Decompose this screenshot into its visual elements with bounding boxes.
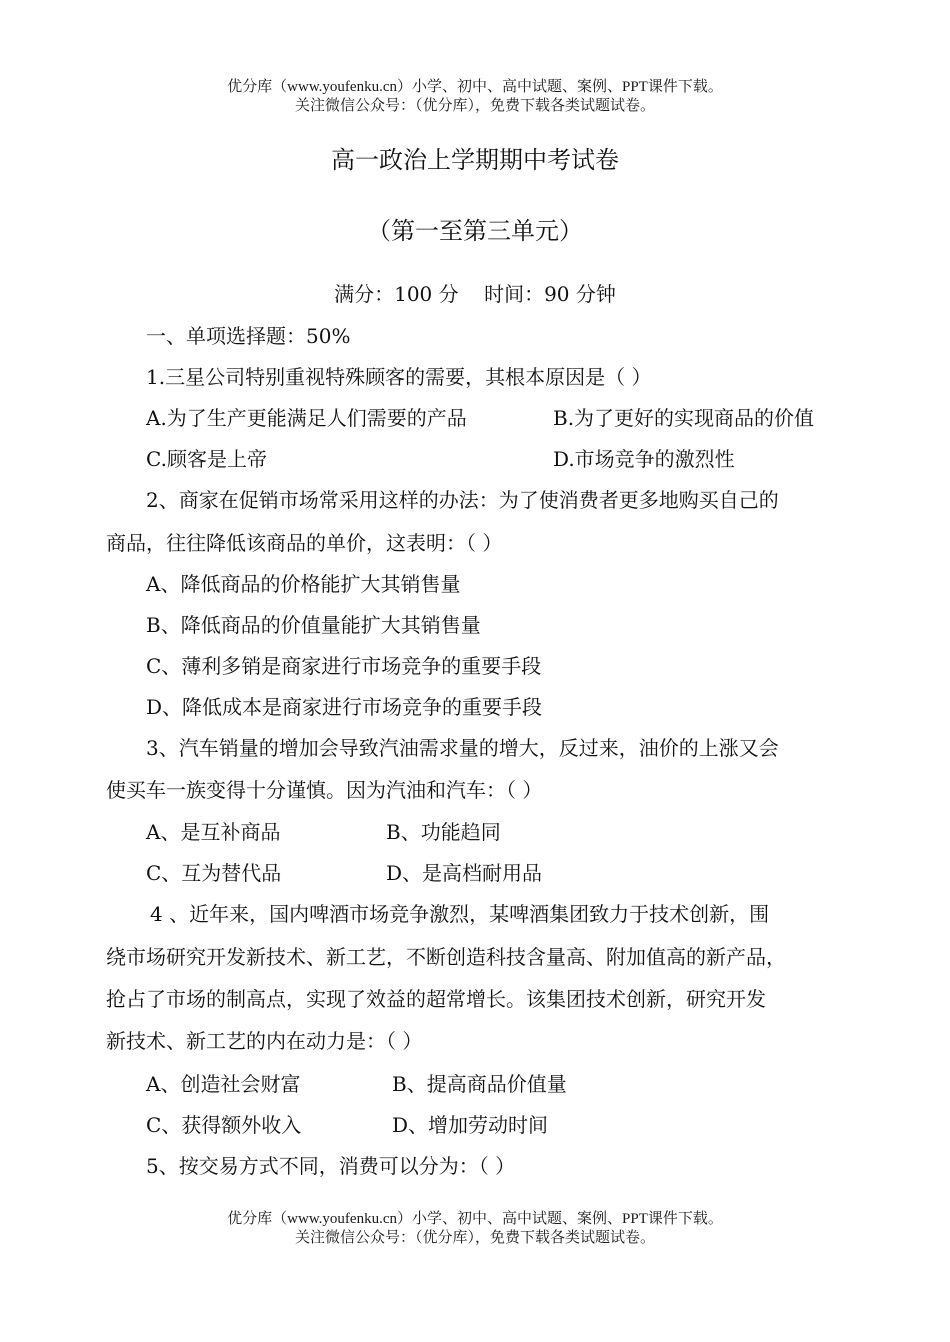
- question-3-option-a: A、是互补商品: [146, 820, 281, 844]
- question-4-option-d: D、增加劳动时间: [392, 1113, 549, 1137]
- question-4-options-row-1: [146, 1070, 906, 1098]
- question-4-options-row-2: [146, 1111, 906, 1139]
- question-3-options-row-2: [146, 859, 906, 887]
- question-3-option-d: D、是高档耐用品: [386, 861, 543, 885]
- question-1-stem: 1.三星公司特别重视特殊顾客的需要，其根本原因是（ ）: [146, 365, 652, 389]
- question-1-option-d: D.市场竞争的激烈性: [553, 447, 735, 471]
- exam-subtitle: （第一至第三单元）: [367, 217, 583, 245]
- question-4-option-c: C、获得额外收入: [146, 1113, 302, 1137]
- question-1-option-a: A.为了生产更能满足人们需要的产品: [146, 406, 467, 430]
- question-2-stem-line-1: 2、商家在促销市场常采用这样的办法：为了使消费者更多地购买自己的: [146, 488, 779, 512]
- question-1-options-row-1: [146, 404, 906, 432]
- exam-title: 高一政治上学期期中考试卷: [331, 146, 619, 174]
- exam-meta: 满分：100 分 时间：90 分钟: [334, 282, 616, 306]
- header-line-2: 关注微信公众号：（优分库），免费下载各类试题试卷。: [294, 98, 655, 114]
- question-2-option-d: D、降低成本是商家进行市场竞争的重要手段: [146, 695, 543, 719]
- question-4-stem-line-1: 4 、近年来，国内啤酒市场竞争激烈，某啤酒集团致力于技术创新，围: [150, 902, 770, 926]
- question-3-stem-line-1: 3、汽车销量的增加会导致汽油需求量的增大，反过来，油价的上涨又会: [146, 736, 779, 760]
- question-2-option-b: B、降低商品的价值量能扩大其销售量: [146, 613, 481, 637]
- question-4-stem-line-4: 新技术、新工艺的内在动力是：（ ）: [106, 1029, 423, 1053]
- question-5-stem: 5、按交易方式不同，消费可以分为：（ ）: [146, 1154, 516, 1178]
- question-3-option-c: C、互为替代品: [146, 861, 282, 885]
- question-4-stem-line-2: 绕市场研究开发新技术、新工艺，不断创造科技含量高、附加值高的新产品，: [106, 945, 786, 969]
- question-4-option-a: A、创造社会财富: [146, 1072, 301, 1096]
- question-2-option-a: A、降低商品的价格能扩大其销售量: [146, 572, 461, 596]
- section-heading: 一、单项选择题：50%: [146, 324, 351, 348]
- question-3-stem-line-2: 使买车一族变得十分谨慎。因为汽油和汽车：（ ）: [106, 778, 543, 802]
- footer-line-1: 优分库（www.youfenku.cn）小学、初中、高中试题、案例、PPT课件下载。: [227, 1211, 723, 1227]
- question-1-options-row-2: [146, 445, 906, 473]
- footer-line-2: 关注微信公众号：（优分库），免费下载各类试题试卷。: [294, 1230, 655, 1246]
- question-1-option-c: C.顾客是上帝: [146, 447, 267, 471]
- question-3-option-b: B、功能趋同: [386, 820, 501, 844]
- question-4-option-b: B、提高商品价值量: [392, 1072, 567, 1096]
- question-2-option-c: C、薄利多销是商家进行市场竞争的重要手段: [146, 654, 542, 678]
- question-3-options-row-1: [146, 818, 906, 846]
- question-1-option-b: B.为了更好的实现商品的价值: [553, 406, 815, 430]
- question-4-stem-line-3: 抢占了市场的制高点，实现了效益的超常增长。该集团技术创新，研究开发: [106, 987, 766, 1011]
- header-line-1: 优分库（www.youfenku.cn）小学、初中、高中试题、案例、PPT课件下载。: [227, 79, 723, 95]
- question-2-stem-line-2: 商品，往往降低该商品的单价，这表明：（ ）: [106, 531, 503, 555]
